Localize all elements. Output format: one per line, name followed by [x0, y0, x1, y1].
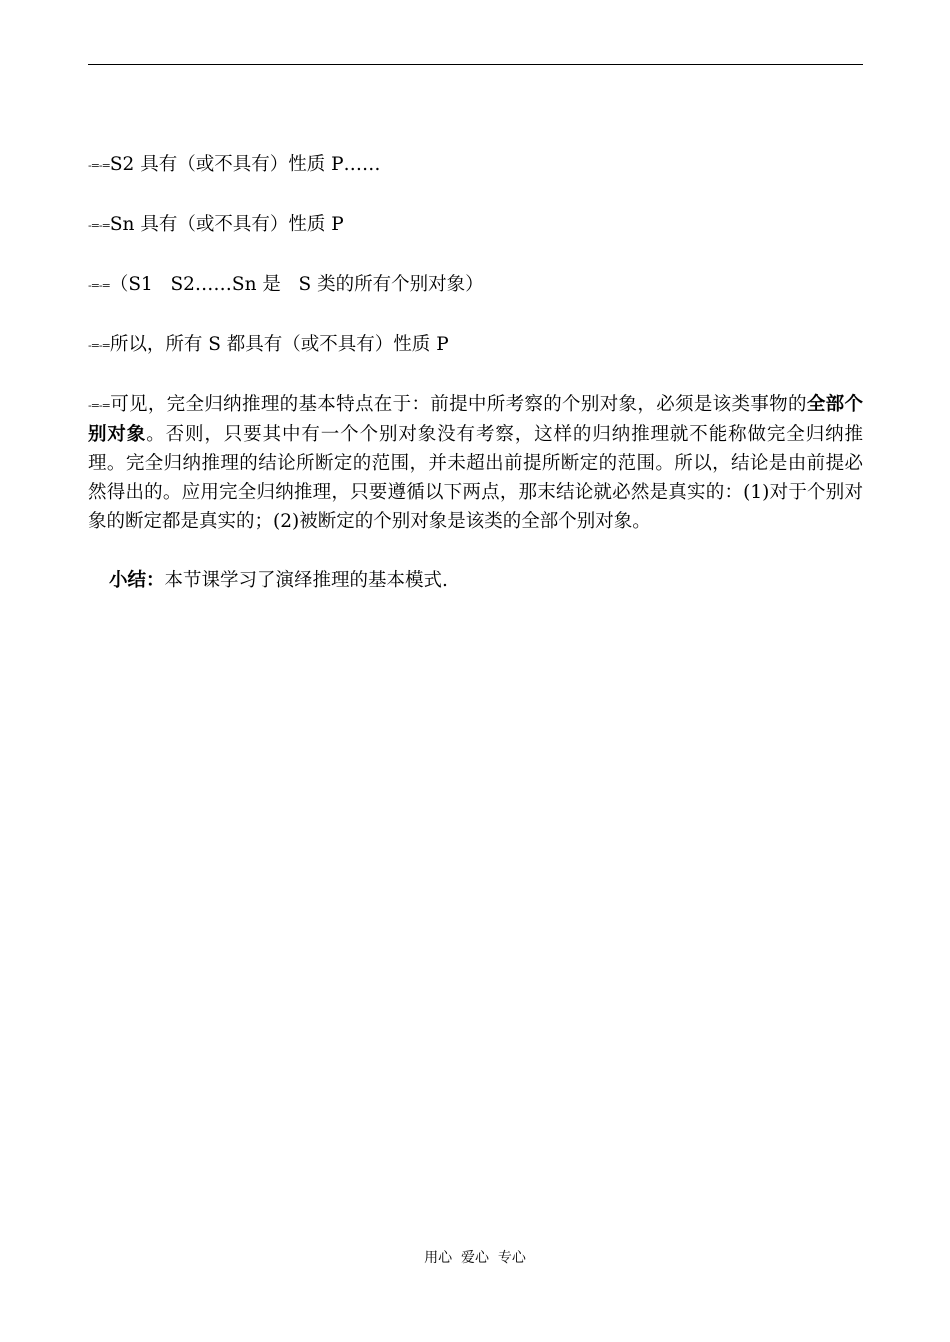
- line-marker: -=-=: [88, 339, 110, 352]
- summary-label: 小结：: [109, 570, 165, 591]
- text-line-1: [88, 150, 863, 180]
- line-text: Sn 具有（或不具有）性质 P: [109, 214, 344, 235]
- paragraph-text-end: 。否则，只要其中有一个个别对象没有考察，这样的归纳推理就不能称做完全归纳推理。完全归纳推理的结论所断定的范围，并未超出前提所断定的范围。所以，结论是由前提必然得出的。应用完全归纳推理，只要遵循以下两点，那末结论就必然是真实的：(1)对于个别对象的断定都是真实的；(2)被断定的个别对象是该类的全部个别对象。: [88, 424, 863, 532]
- text-line-2: [88, 210, 863, 240]
- line-text: S2 具有（或不具有）性质 P……: [109, 154, 381, 175]
- page-footer: 用心 爱心 专心: [424, 1250, 526, 1266]
- line-marker: -=-=: [88, 399, 110, 412]
- document-body: [88, 150, 863, 595]
- text-line-4: [88, 330, 863, 360]
- line-marker: -=-=: [88, 219, 110, 232]
- line-marker: -=-=: [88, 159, 110, 172]
- summary-text: 本节课学习了演绎推理的基本模式.: [164, 570, 448, 591]
- paragraph-emphasis: 全部个别对象: [88, 394, 863, 445]
- summary-line: [88, 566, 863, 595]
- line-marker: -=-=: [88, 279, 110, 292]
- line-text: 所以，所有 S 都具有（或不具有）性质 P: [109, 334, 449, 355]
- line-text: （S1 S2……Sn 是 S 类的所有个别对象）: [109, 274, 484, 295]
- paragraph-text-start: 可见，完全归纳推理的基本特点在于：前提中所考察的个别对象，必须是该类事物的: [109, 394, 807, 415]
- header-rule: [88, 64, 863, 65]
- explanation-paragraph: [88, 390, 863, 536]
- text-line-3: [88, 270, 863, 300]
